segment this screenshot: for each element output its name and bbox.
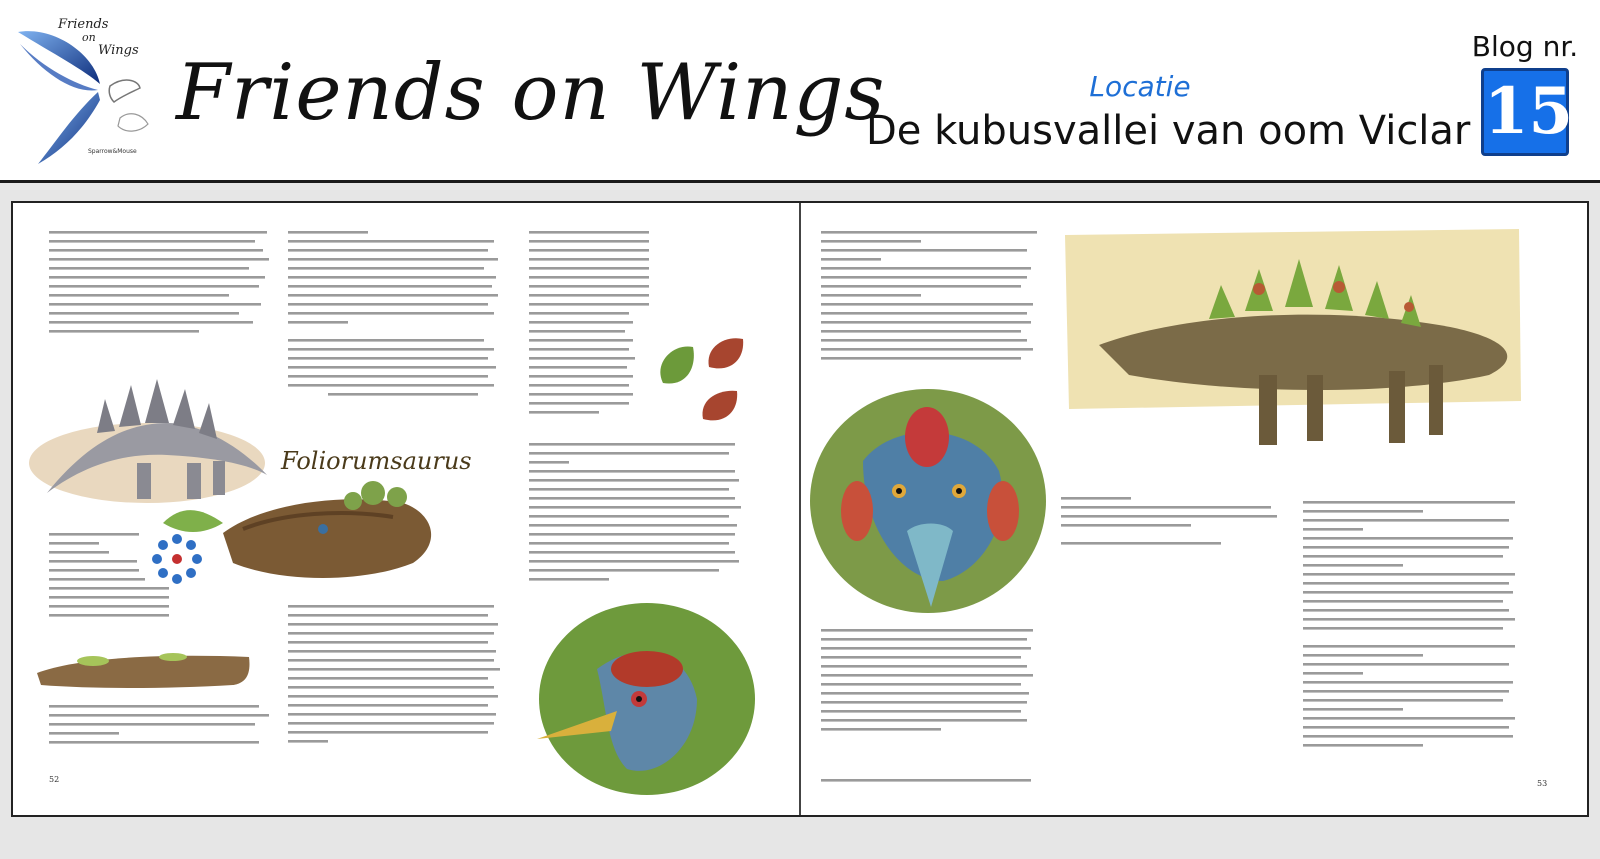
right-col1-footer-text: [821, 777, 1047, 789]
leafy-stegosaurus-illustration: [1059, 225, 1525, 481]
brand-title: Friends on Wings: [176, 48, 886, 138]
leaves-illustration: [653, 333, 753, 433]
body-text-lines: [821, 777, 1047, 789]
body-text-lines: [49, 703, 275, 763]
logo-tagline: Sparrow&Mouse: [88, 148, 137, 155]
right-col3-text: [1303, 499, 1529, 759]
header-divider: [0, 180, 1600, 183]
page-gutter: [799, 203, 801, 815]
body-text-lines: [288, 229, 502, 429]
magazine-spread: [11, 201, 1589, 817]
left-col2-top-text: [288, 229, 502, 429]
left-col3-top-text: [529, 229, 649, 429]
logo-text-friends: Friends: [58, 17, 109, 32]
body-text-lines: [288, 603, 502, 763]
location-title: De kubusvallei van oom Viclar: [866, 108, 1471, 154]
left-col3-mid-text: [529, 441, 759, 591]
right-col1-top-text: [821, 229, 1047, 379]
body-text-lines: [1061, 495, 1287, 575]
body-text-lines: [821, 627, 1047, 747]
left-col1-bottom-text: [49, 703, 275, 763]
left-col2-bottom-text: [288, 603, 502, 763]
foliorumsaurus-caption: Foliorumsaurus: [281, 447, 472, 475]
location-label: Locatie: [1089, 70, 1191, 103]
page-number-right: 53: [1537, 779, 1548, 788]
right-col2-mid-text: [1061, 495, 1287, 575]
page-number-left: 52: [49, 775, 60, 784]
bird-head-illustration-small: [527, 599, 757, 799]
body-text-lines: [49, 229, 273, 339]
body-text-lines: [529, 229, 649, 429]
right-col1-bottom-text: [821, 627, 1047, 747]
blog-number-label: Blog nr.: [1471, 30, 1579, 63]
leafy-dinosaur-head-illustration: [163, 473, 453, 593]
body-text-lines: [821, 229, 1047, 379]
blog-number-badge: 15: [1481, 68, 1569, 156]
body-text-lines: [1303, 499, 1529, 759]
logo-text-wings: Wings: [98, 43, 139, 58]
blue-bird-portrait-illustration: [803, 381, 1053, 621]
header: [0, 0, 1600, 182]
left-col1-top-text: [49, 229, 273, 339]
body-text-lines: [529, 441, 759, 591]
blue-flower-icon: [151, 533, 203, 585]
mossy-branch-illustration: [33, 643, 255, 693]
logo-text-on: on: [82, 31, 96, 44]
